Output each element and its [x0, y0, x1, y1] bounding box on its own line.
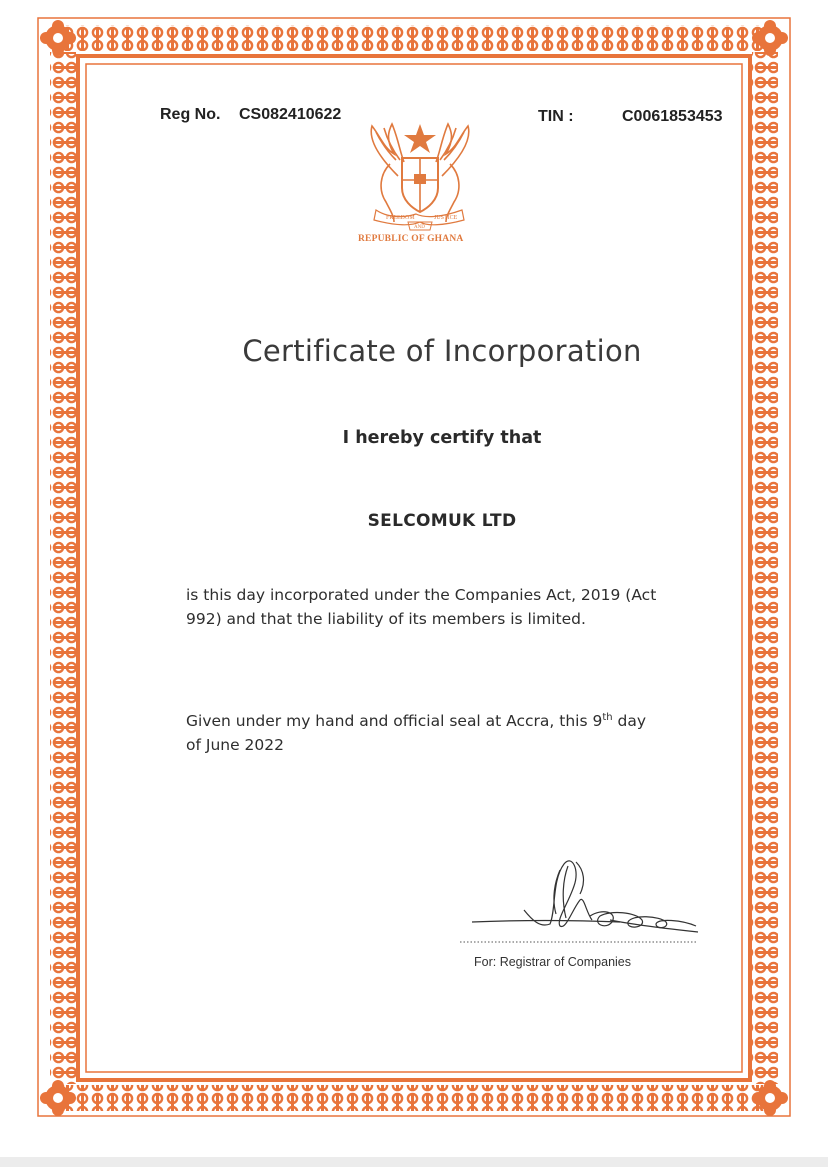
- certificate-title: Certificate of Incorporation: [242, 334, 642, 368]
- incorporation-line-1: is this day incorporated under the Companies Act, 2019 (Act: [186, 586, 657, 604]
- registrar-signature: [460, 850, 710, 945]
- signature-caption: For: Registrar of Companies: [474, 955, 632, 969]
- incorporation-line-2: 992) and that the liability of its members is limited.: [186, 610, 586, 628]
- reg-no-label: Reg No.: [160, 106, 221, 123]
- reg-no-value: CS082410622: [239, 106, 342, 123]
- motto-and: AND: [414, 225, 425, 230]
- motto-right: JUSTICE: [434, 215, 458, 221]
- emblem-caption: REPUBLIC OF GHANA: [358, 234, 464, 244]
- certify-line: I hereby certify that: [342, 428, 542, 448]
- tin-value: C0061853453: [622, 108, 723, 125]
- viewer-bottom-strip: [0, 1157, 828, 1167]
- given-line-2: of June 2022: [186, 736, 284, 755]
- incorporation-statement: [186, 583, 726, 631]
- ghana-coat-of-arms-icon: [350, 118, 490, 236]
- motto-left: FREEDOM: [386, 215, 415, 221]
- given-line-1: Given under my hand and official seal at Accra, this 9: [186, 712, 603, 731]
- given-line-1-end: day: [612, 712, 647, 731]
- company-name: SELCOMUK LTD: [367, 511, 517, 531]
- tin-label: TIN :: [538, 108, 574, 125]
- given-statement: [186, 706, 726, 757]
- given-day-suffix: th: [602, 712, 613, 723]
